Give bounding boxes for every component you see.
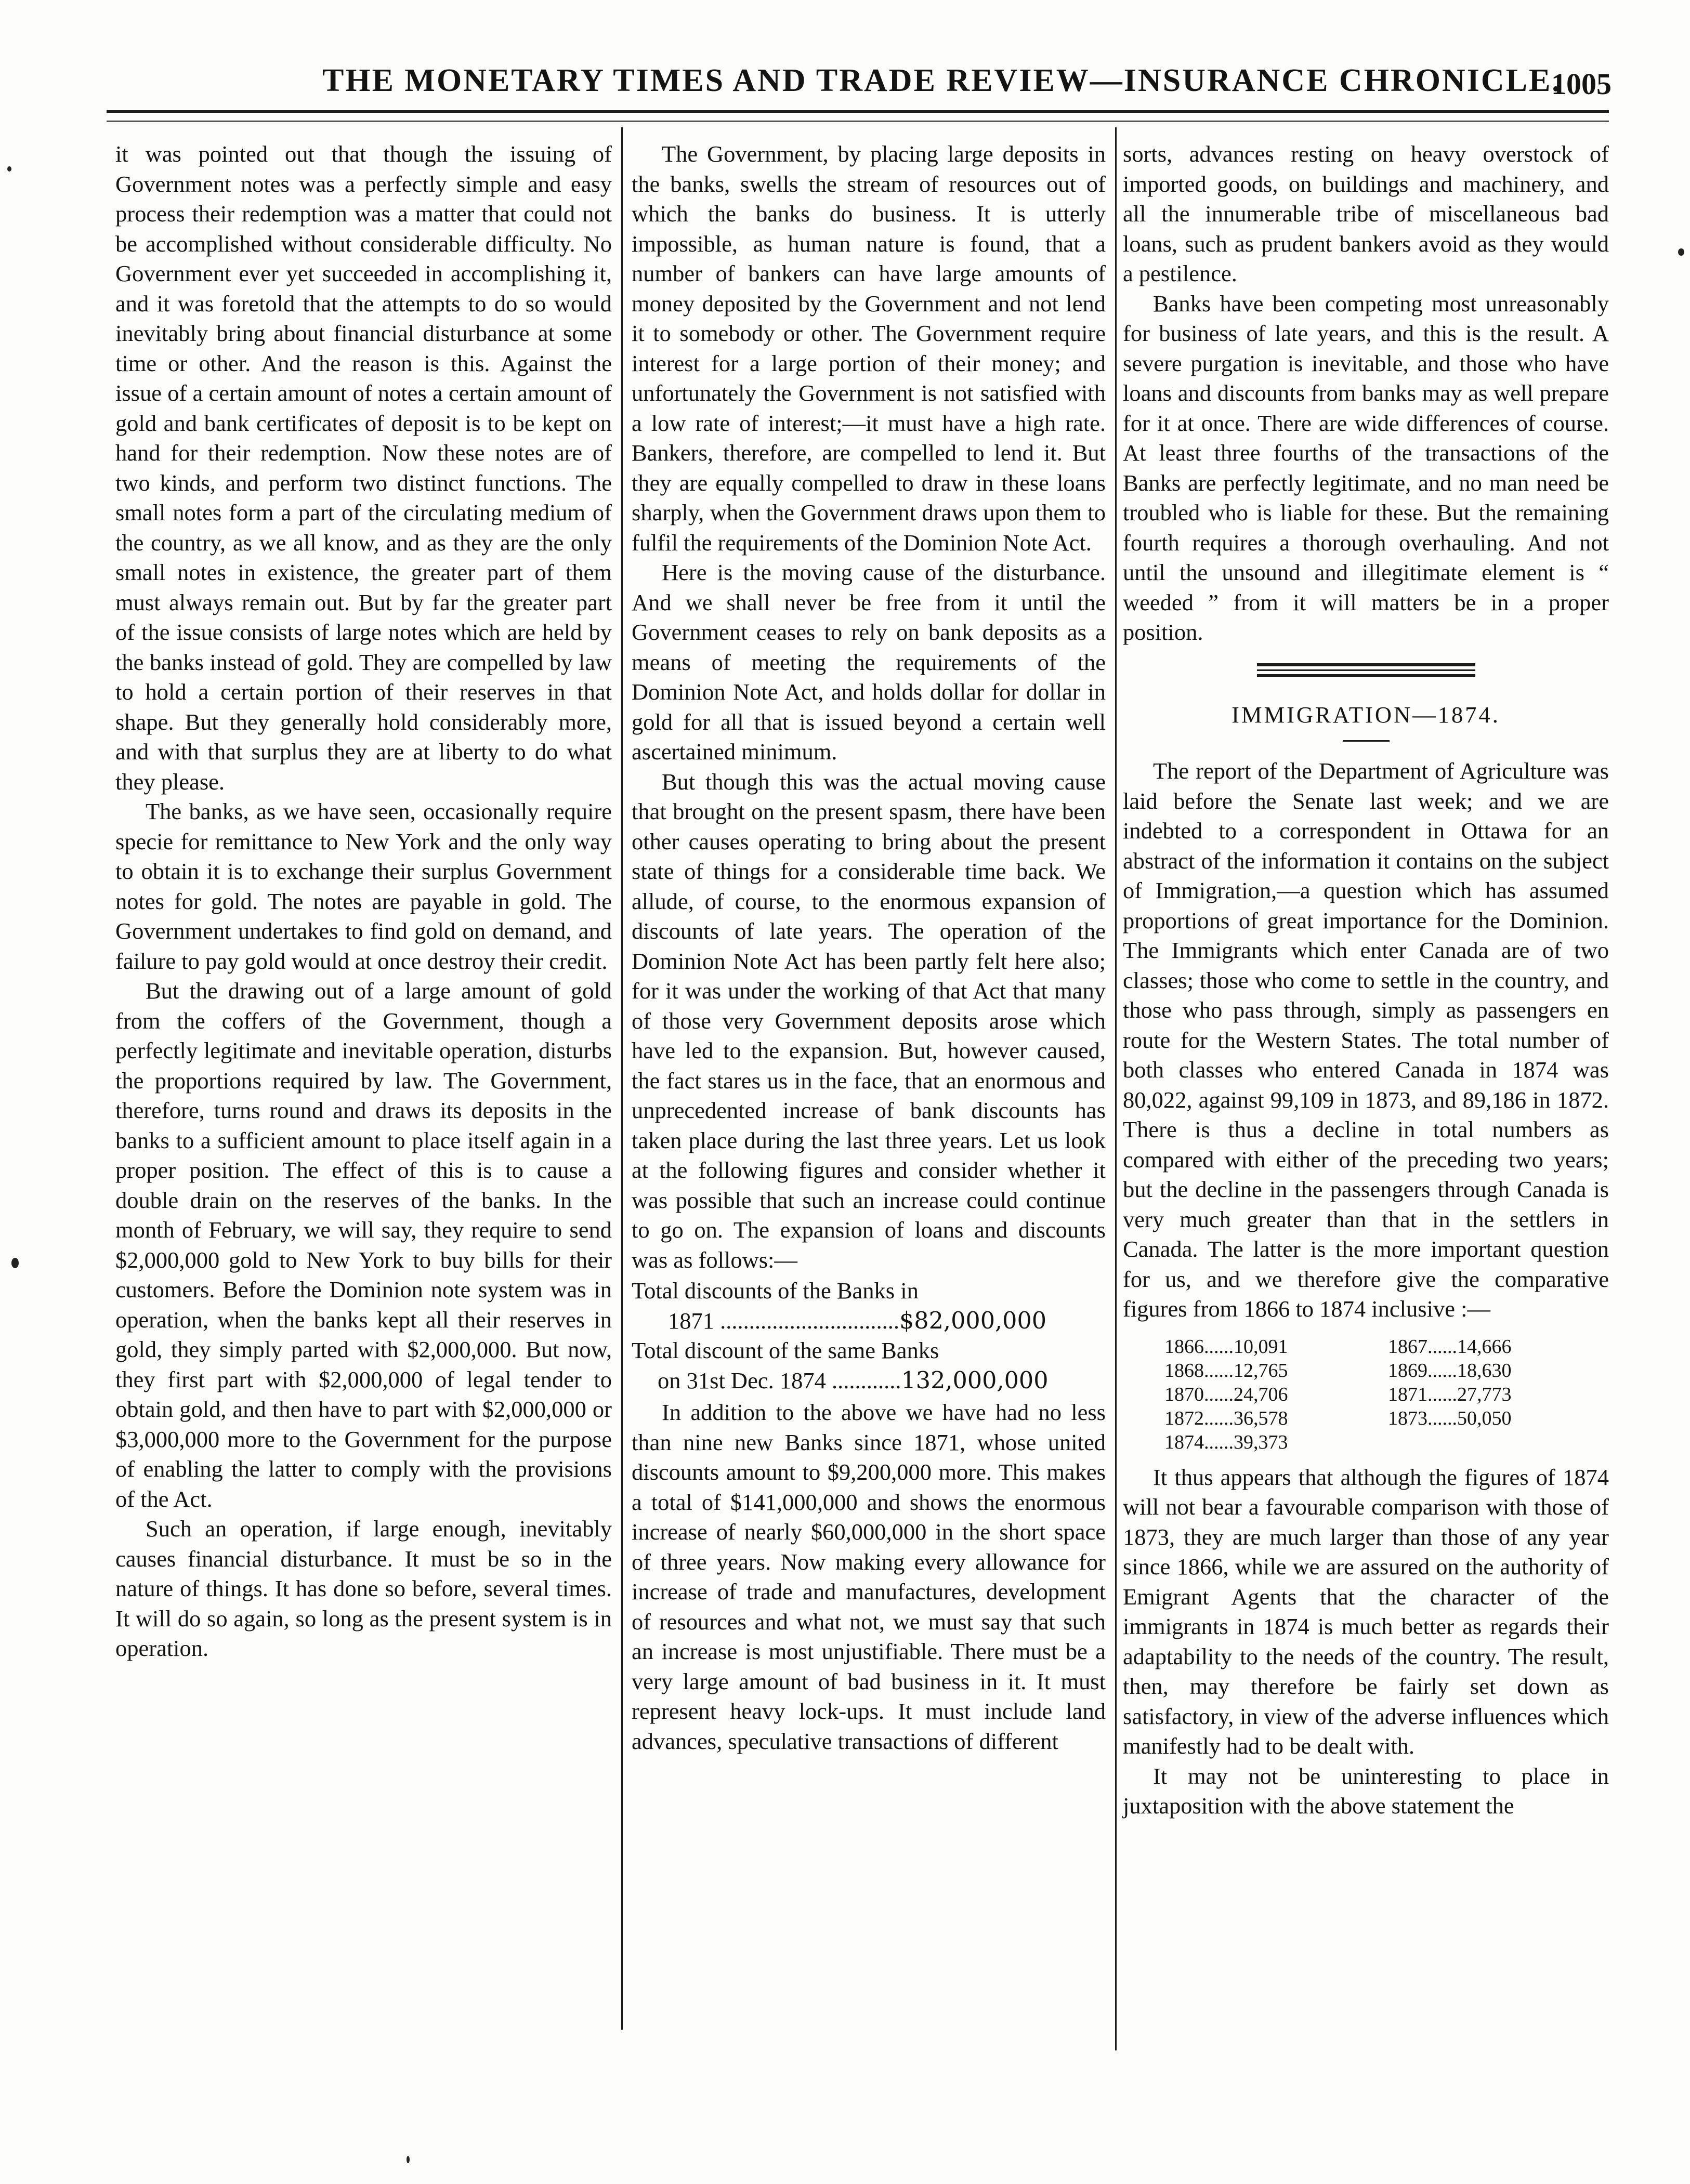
scan-speck bbox=[1678, 248, 1684, 256]
figures-amount: 132,000,000 bbox=[901, 1367, 1049, 1394]
paragraph: But the drawing out of a large amount of gold from the coffers of the Government, though a perfectly legitimate and inevitable operation, disturbs the proportions required by law. The Government, therefore, turns round and draws its deposits in the banks to a sufficient amount to place itself again in a proper position. The effect of this is to cause a double drain on the reserves of the banks. In the month of February, we will say, they require to send $2,000,000 gold to New York to buy bills for their customers. Before the Dominion note system was in operation, when the banks kept all their reserves in gold, they simply parted with $2,000,000. But now, they first part with $2,000,000 of legal tender to obtain gold, and then have to part with $2,000,000 or $3,000,000 more to the Government for the purpose of enabling the latter to comply with the provisions of the Act. bbox=[115, 978, 612, 1512]
figures-line-1 bbox=[632, 1306, 1106, 1336]
figures-leader: ............ bbox=[831, 1367, 901, 1393]
header-rule-thick bbox=[107, 110, 1609, 113]
page-header bbox=[114, 62, 1612, 109]
page-number: 1005 bbox=[1551, 67, 1612, 101]
publication-title: THE MONETARY TIMES AND TRADE REVIEW—INSURANCE CHRONICLE. bbox=[322, 63, 1562, 98]
figures-line-2 bbox=[632, 1366, 1106, 1396]
figures-date: on 31st Dec. 1874 bbox=[658, 1367, 826, 1393]
column-divider-2 bbox=[1115, 127, 1117, 2050]
stats-entry: 1872......36,578 bbox=[1164, 1407, 1288, 1429]
section-heading: IMMIGRATION—1874. bbox=[1232, 701, 1500, 728]
heading-rule bbox=[1343, 740, 1390, 742]
article-column-1 bbox=[115, 139, 612, 1664]
paragraph: It thus appears that although the figures of 1874 will not bear a favourable comparison with those of 1873, they are much larger than those of any year since 1866, while we are assured on the authority of Emigrant Agents that the character of the immigrants in 1874 is much better as regards their adaptability to the needs of the country. The result, then, may therefore be fairly set down as satisfactory, in view of the adverse influences which manifestly had to be dealt with. bbox=[1123, 1464, 1609, 1759]
figures-leader: ............................... bbox=[720, 1307, 899, 1334]
stats-entry: 1869......18,630 bbox=[1388, 1359, 1512, 1382]
paragraph: Such an operation, if large enough, inevitably causes financial disturbance. It must be so in the nature of things. It has done so before, several times. It will do so again, so long as the present system is in operation. bbox=[115, 1516, 612, 1661]
immigration-stats-table bbox=[1164, 1335, 1609, 1454]
figures-line-label-1: Total discounts of the Banks in bbox=[632, 1278, 919, 1304]
paragraph: The Government, by placing large deposits in the banks, swells the stream of resources out of which the banks do business. It is utterly impossible, as human nature is found, that a number of bankers can have large amounts of money deposited by the Government and not lend it to somebody or other. The Government require interest for a large portion of their money; and unfortunately the Government is not satisfied with a low rate of interest;—it must have a high rate. Bankers, therefore, are compelled to lend it. But they are equally compelled to draw in these loans sharply, when the Government draws upon them to fulfil the requirements of the Dominion Note Act. bbox=[632, 141, 1106, 556]
stats-entry: 1870......24,706 bbox=[1164, 1383, 1288, 1405]
paragraph: sorts, advances resting on heavy overstock of imported goods, on buildings and machinery, and all the innumerable tribe of miscellaneous bad loans, such as prudent bankers avoid as they would a pestilence. bbox=[1123, 141, 1609, 286]
stats-entry: 1867......14,666 bbox=[1388, 1335, 1512, 1358]
section-divider bbox=[1257, 663, 1475, 677]
stats-entry: 1866......10,091 bbox=[1164, 1335, 1288, 1358]
stats-entry: 1873......50,050 bbox=[1388, 1407, 1512, 1429]
article-column-2 bbox=[632, 139, 1106, 1756]
paragraph: In addition to the above we have had no less than nine new Banks since 1871, whose united discounts amount to $9,200,000 more. This makes a total of $141,000,000 and shows the enormous increase of nearly $60,000,000 in the short space of three years. Now making every allowance for increase of trade and manufactures, development of resources and what not, we must say that such an increase is most unjustifiable. There must be a very large amount of bad business in it. It must represent heavy lock-ups. It must include land advances, speculative transactions of different bbox=[632, 1399, 1106, 1754]
header-rule-thin bbox=[107, 121, 1609, 122]
figures-year: 1871 bbox=[668, 1307, 714, 1334]
stats-entry: 1871......27,773 bbox=[1388, 1383, 1512, 1405]
paragraph: it was pointed out that though the issuing of Government notes was a perfectly simple and easy process their redemption was a matter that could not be accomplished without considerable difficulty. No Government ever yet succeeded in accomplishing it, and it was foretold that the attempts to do so would inevitably bring about financial disturbance at some time or other. And the reason is this. Against the issue of a certain amount of notes a certain amount of gold and bank certificates of deposit is to be kept on hand for their redemption. Now these notes are of two kinds, and perform two distinct functions. The small notes form a part of the circulating medium of the country, as we all know, and as they are the only small notes in existence, the greater part of them must always remain out. But by far the greater part of the issue consists of large notes which are held by the banks instead of gold. They are compelled by law to hold a certain portion of their reserves in that shape. But they generally hold considerably more, and with that surplus they are at liberty to do what they please. bbox=[115, 141, 612, 795]
scan-speck bbox=[407, 2156, 410, 2163]
paragraph: The report of the Department of Agriculture was laid before the Senate last week; and we are indebted to a correspondent in Ottawa for an abstract of the information it contains on the subject of Immigration,—a question which has assumed proportions of great importance for the Dominion. The Immigrants which enter Canada are of two classes; those who come to settle in the country, and those who pass through, simply as passengers en route for the Western States. The total number of both classes who entered Canada in 1874 was 80,022, against 99,109 in 1873, and 89,186 in 1872. There is thus a decline in total numbers as compared with either of the preceding two years; but the decline in the passengers through Canada is very much greater than that in the settlers in Canada. The latter is the more important question for us, and we therefore give the comparative figures from 1866 to 1874 inclusive :— bbox=[1123, 758, 1609, 1322]
paragraph: Banks have been competing most unreasonably for business of late years, and this is the result. A severe purgation is inevitable, and those who have loans and discounts from banks may as well prepare for it at once. There are wide differences of course. At least three fourths of the transactions of the Banks are perfectly legitimate, and no man need be troubled who is liable for these. But the remaining fourth requires a thorough overhauling. And not until the unsound and illegitimate element is “ weeded ” from it will matters be in a proper position. bbox=[1123, 290, 1609, 645]
figures-line-label-2: Total discount of the same Banks bbox=[632, 1337, 939, 1363]
scan-speck bbox=[7, 166, 11, 172]
stats-entry: 1868......12,765 bbox=[1164, 1359, 1288, 1382]
discount-figures bbox=[632, 1276, 1106, 1396]
column-divider-1 bbox=[621, 127, 623, 2030]
paragraph: It may not be uninteresting to place in juxtaposition with the above statement the bbox=[1123, 1762, 1609, 1819]
article-column-3 bbox=[1123, 139, 1609, 1821]
scan-speck bbox=[11, 1258, 19, 1268]
paragraph: But though this was the actual moving cause that brought on the present spasm, there have been other causes operating to bring about the present state of things for a considerable time back. We allude, of course, to the enormous expansion of discounts of late years. The operation of the Dominion Note Act has been partly felt here also; for it was under the working of that Act that many of those very Government deposits arose which have led to the expansion. But, however caused, the fact stares us in the face, that an enormous and unprecedented increase of bank discounts has taken place during the last three years. Let us look at the following figures and consider whether it was possible that such an increase could continue to go on. The expansion of loans and discounts was as follows:— bbox=[632, 768, 1106, 1273]
stats-entry: 1874......39,373 bbox=[1164, 1431, 1288, 1453]
figures-amount: $82,000,000 bbox=[899, 1307, 1047, 1334]
paragraph: The banks, as we have seen, occasionally require specie for remittance to New York and the only way to obtain it is to exchange their surplus Government notes for gold. The notes are payable in gold. The Government undertakes to find gold on demand, and failure to pay gold would at once destroy their credit. bbox=[115, 798, 612, 974]
paragraph: Here is the moving cause of the disturbance. And we shall never be free from it until the Government ceases to rely on bank deposits as a means of meeting the requirements of the Dominion Note Act, and holds dollar for dollar in gold for all that is issued beyond a certain well ascertained minimum. bbox=[632, 559, 1106, 765]
